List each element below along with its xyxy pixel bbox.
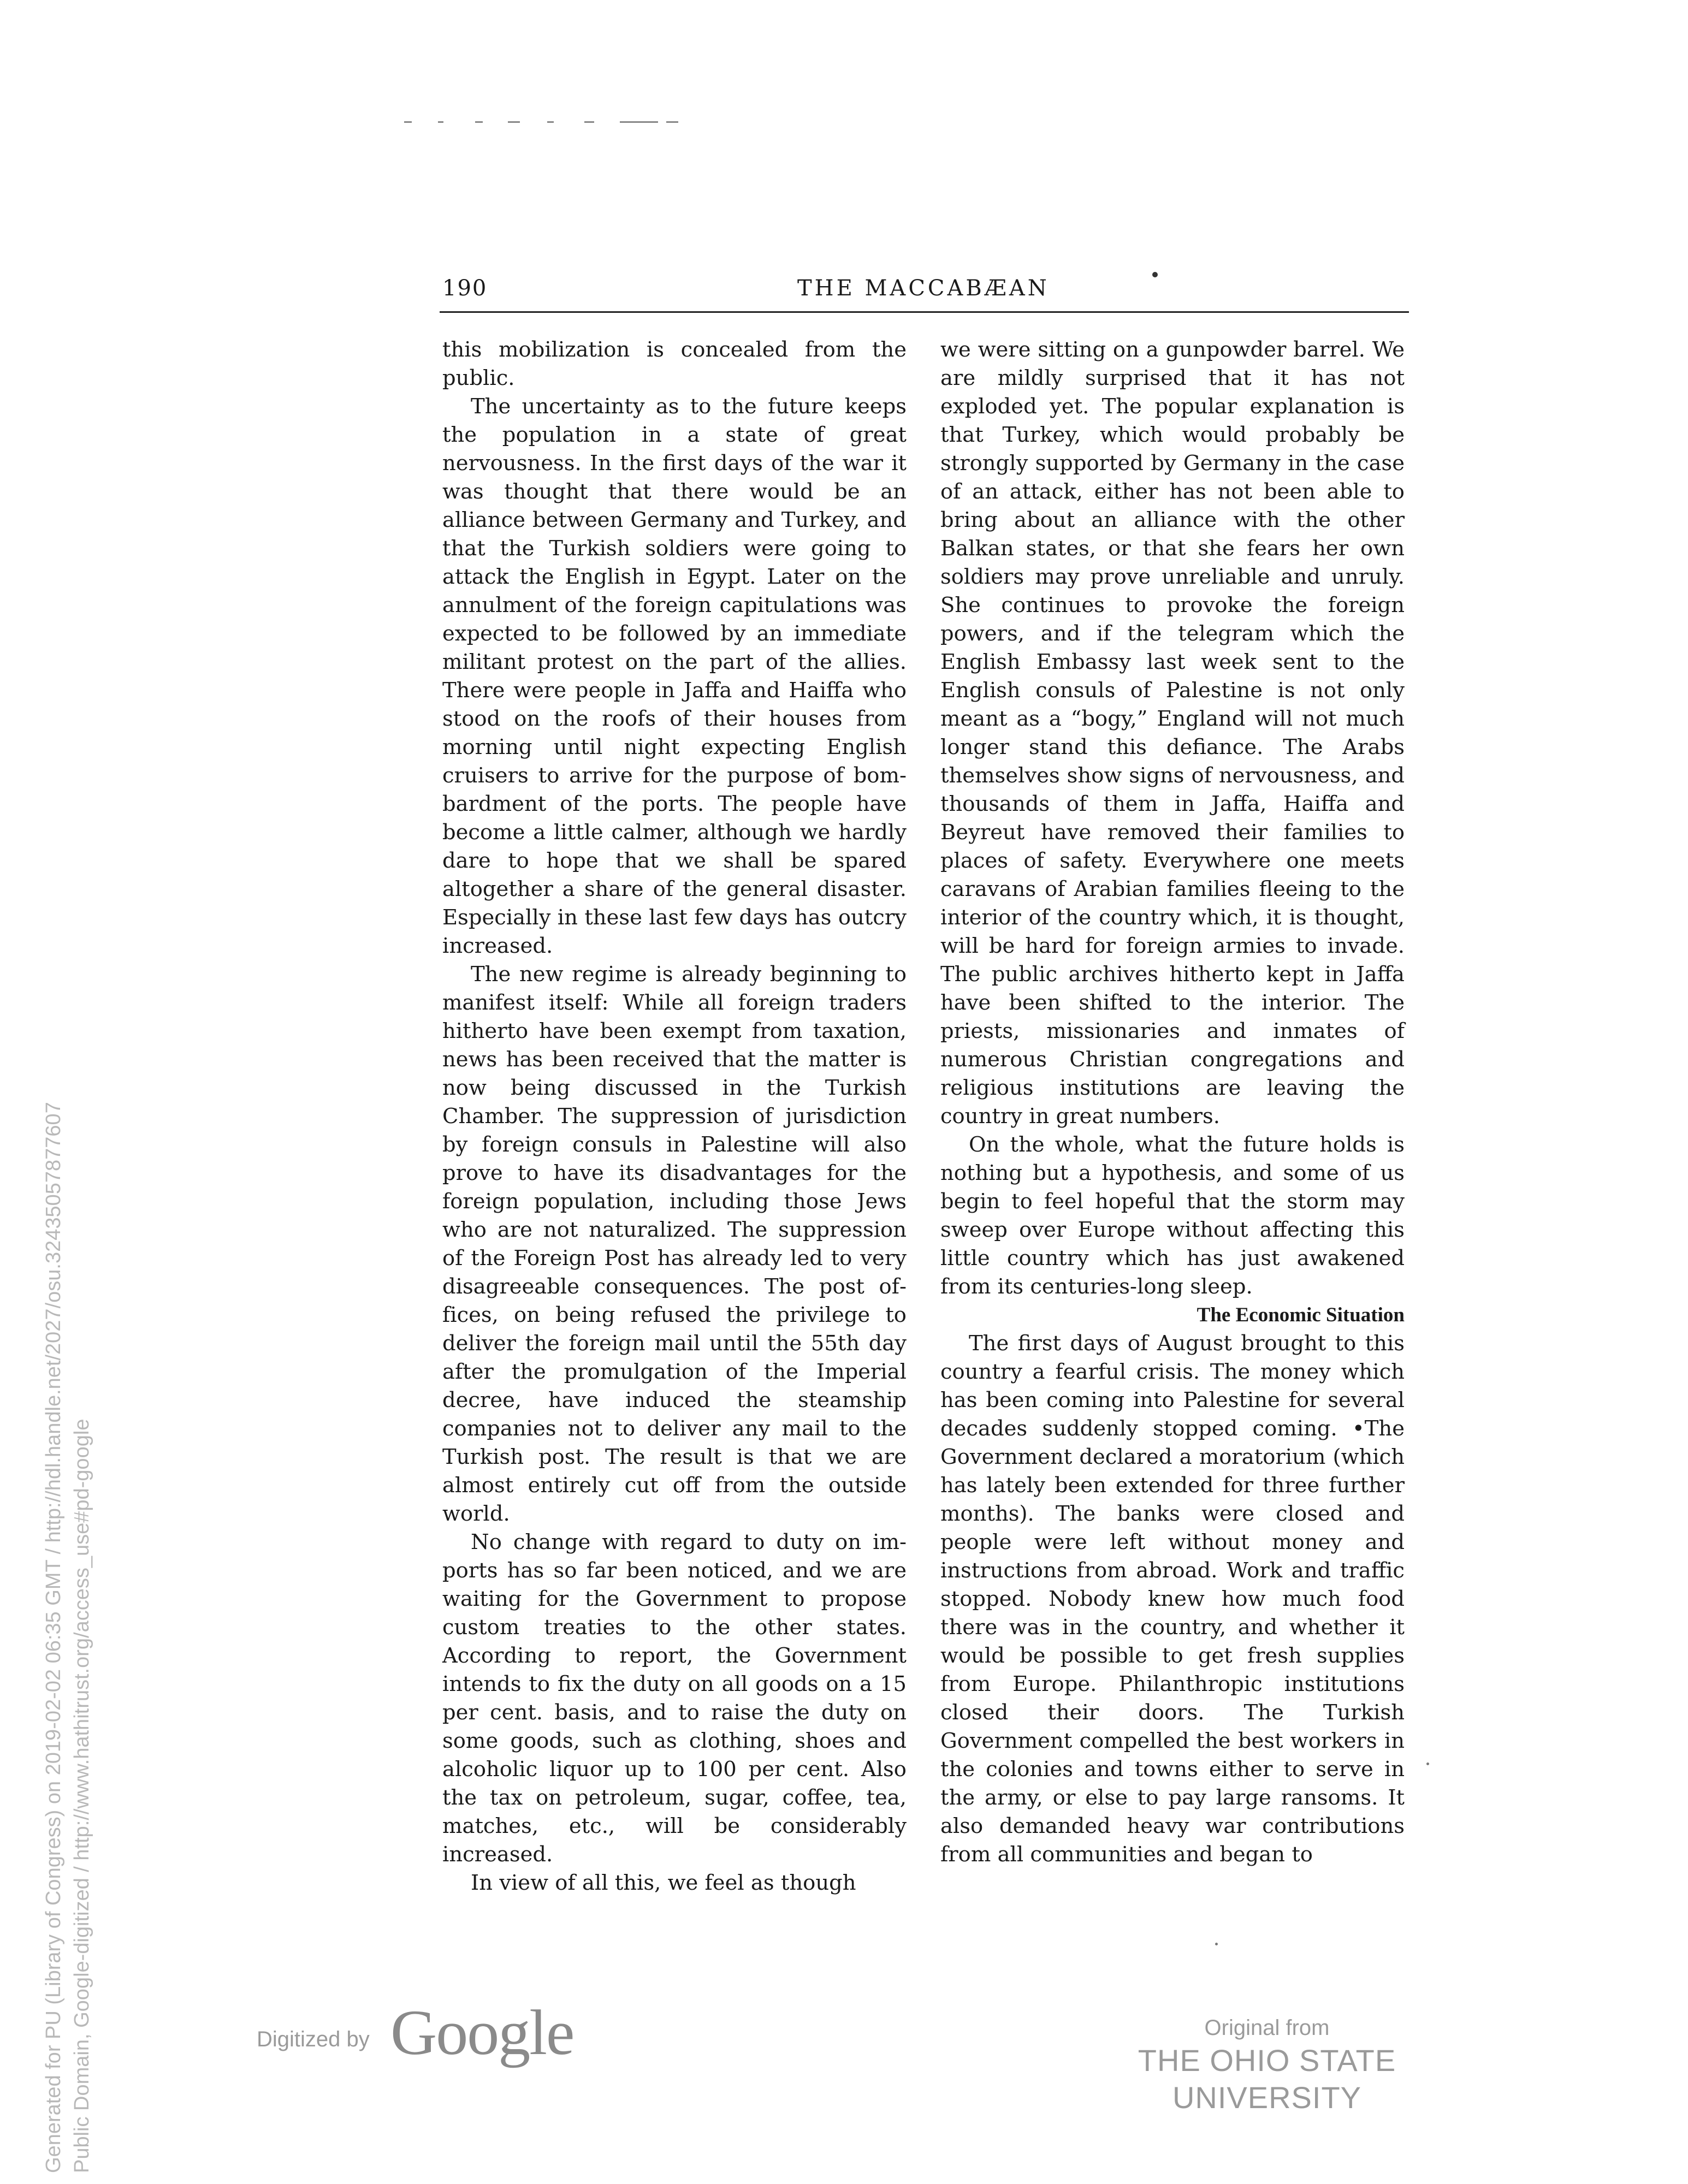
watermark-line-1: Generated for PU (Library of Congress) on 2019-02-02 06:35 GMT / http://hdl.handle.net/2027/osu.32435057877607 [42,1102,65,2173]
scan-dot [1426,1762,1429,1765]
paragraph: On the whole, what the future holds is nothing but a hypothesis, and some of us begin to feel hopeful that the storm may sweep over Europe without affecting this little country which has just awakened from its centuries-long sleep. [940,1132,1405,1299]
page-header [442,276,1408,314]
hathitrust-watermark [39,753,99,2173]
scan-marks [404,121,699,124]
paragraph: The uncertainty as to the future keeps the population in a state of great nervousness. In the first days of the war it was thought that there would be an alliance between Germany and Turkey, and that the Turkish soldiers were going to attack the English in Egypt. Later on the annulment of the foreign capitulations was expected to be followed by an immediate militant protest on the part of the allies. There were people in Jaffa and Haiffa who stood on the roofs of their houses from morning until night expecting English cruisers to arrive for the purpose of bombardment of the ports. The people have become a little calmer, although we hardly dare to hope that we shall be spared altogether a share of the general disaster. Especially in these last few days has outcry increased. [442,394,907,958]
paragraph: In view of all this, we feel as though [471,1871,856,1895]
university-name: THE OHIO STATE UNIVERSITY [1138,2043,1396,2115]
right-column [940,336,1405,1946]
digitized-by-label: Digitized by [257,2027,370,2051]
paragraph: The new regime is already beginning to manifest itself: While all foreign traders hitherto have been exempt from taxation, news has been received that the matter is now being discussed in the Turkish Chamber. The suppression of jurisdiction by foreign consuls in Palestine will also prove to have its disadvantages for the foreign population, including those Jews who are not naturalized. The suppression of the Foreign Post has already led to very disagreeable consequences. The post offices, on being refused the privilege to deliver the foreign mail until the 55th day after the promulgation of the Imperial decree, have induced the steamship companies not to deliver any mail to the Turkish post. The result is that we are almost entirely cut off from the outside world. [442,962,907,1526]
google-logo: Google [390,1997,574,2068]
original-from-label: Original from [1204,2016,1330,2040]
paragraph: No change with regard to duty on imports has so far been noticed, and we are waiting for the Government to propose custom treaties to the other states. According to report, the Government intends to fix the duty on all goods on a 15 per cent. basis, and to raise the duty on some goods, such as clothing, shoes and alcoholic liquor up to 100 per cent. Also the tax on petroleum, sugar, coffee, tea, matches, etc., will be considerably increased. [442,1530,907,1867]
running-head: THE MACCABÆAN [797,276,1050,301]
left-column [442,336,907,1946]
section-heading: The Economic Situation [1197,1304,1405,1326]
paragraph: this mobilization is concealed from the public. [442,337,907,390]
header-rule [440,311,1409,313]
original-source [1059,2014,1474,2115]
watermark-line-2: Public Domain, Google-digitized / http://www.hathitrust.org/access_use#pd-google [70,1419,93,2173]
page-number: 190 [442,276,488,301]
paragraph: we were sitting on a gunpowder barrel. We are mildly surprised that it has not exploded yet. The popular explanation is that Turkey, which would probably be strongly supported by Germany in the case of an attack, either has not been able to bring about an alliance with the other Balkan states, or that she fears her own soldiers may prove unreliable and unruly. She continues to provoke the foreign powers, and if the telegram which the English Embassy last week sent to the English consuls of Palestine is not only meant as a “bogy,” England will not much longer stand this defiance. The Arabs themselves show signs of nervousness, and thousands of them in Jaffa, Haiffa and Beyreut have removed their families to places of safety. Everywhere one meets caravans of Arabian families fleeing to the interior of the country which, it is thought, will be hard for foreign armies to invade. The public archives hitherto kept in Jaffa have been shifted to the interior. The priests, missionaries and inmates of numerous Christian congregations and religious institutions are leaving the country in great numbers. [940,337,1405,1129]
paragraph: The first days of August brought to this country a fearful crisis. The money which has been coming into Palestine for several decades suddenly stopped coming. •The Government declared a moratorium (which has lately been extended for three further months). The banks were closed and people were left without money and instructions from abroad. Work and traffic stopped. Nobody knew how much food there was in the country, and whether it would be possible to get fresh supplies from Europe. Philanthropic institutions closed their doors. The Turkish Government compelled the best workers in the colonies and towns either to serve in the army, or else to pay large ransoms. It also demanded heavy war contributions from all communities and began to [940,1331,1405,1867]
